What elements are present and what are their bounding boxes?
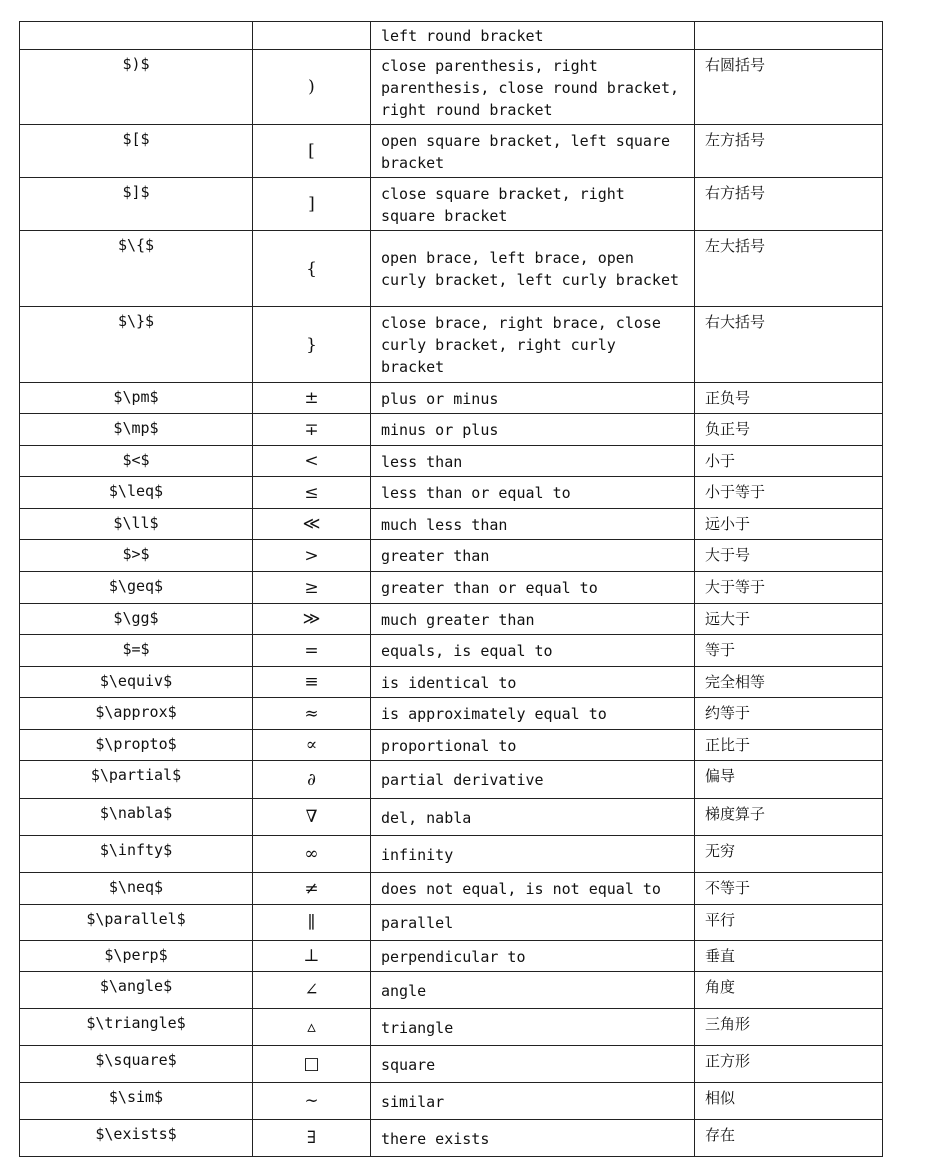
symbol-glyph-cell: ] [253,178,371,231]
chinese-name-cell: 大于等于 [695,572,883,604]
latex-command-cell: $\infty$ [20,836,253,873]
english-description-cell: left round bracket [371,22,695,50]
table-row [20,635,883,667]
symbol-glyph-cell: ▵ [253,1009,371,1046]
english-description-cell: open square bracket, left square bracket [371,125,695,178]
chinese-name-cell: 等于 [695,635,883,667]
symbol-glyph-cell: > [253,540,371,572]
table-row [20,761,883,799]
latex-command-cell: $\approx$ [20,698,253,730]
chinese-name-cell [695,22,883,50]
english-description-cell: similar [371,1083,695,1120]
symbol-glyph-cell: ∝ [253,730,371,761]
table-row [20,905,883,941]
symbol-glyph-cell: ± [253,383,371,414]
symbol-glyph-cell: < [253,446,371,477]
english-description-cell: there exists [371,1120,695,1157]
latex-command-cell: $\perp$ [20,941,253,972]
chinese-name-cell: 三角形 [695,1009,883,1046]
latex-command-cell: $\gg$ [20,604,253,635]
latex-command-cell: $\equiv$ [20,667,253,698]
latex-command-cell: $]$ [20,178,253,231]
latex-command-cell: $<$ [20,446,253,477]
english-description-cell: much less than [371,509,695,540]
latex-command-cell: $\mp$ [20,414,253,446]
chinese-name-cell: 小于 [695,446,883,477]
table-row [20,604,883,635]
symbol-glyph-cell: ∠ [253,972,371,1009]
latex-command-cell: $\square$ [20,1046,253,1083]
english-description-cell: less than [371,446,695,477]
table-row [20,540,883,572]
english-description-cell: minus or plus [371,414,695,446]
table-row [20,509,883,540]
latex-command-cell: $\angle$ [20,972,253,1009]
table-row [20,941,883,972]
table-row [20,178,883,231]
latex-command-cell: $\exists$ [20,1120,253,1157]
symbol-glyph-cell [253,22,371,50]
english-description-cell: does not equal, is not equal to [371,873,695,905]
chinese-name-cell: 左大括号 [695,231,883,307]
symbol-glyph-cell: ∓ [253,414,371,446]
latex-command-cell: $\nabla$ [20,799,253,836]
latex-command-cell: $)$ [20,50,253,125]
chinese-name-cell: 约等于 [695,698,883,730]
table-row [20,1083,883,1120]
table-row [20,50,883,125]
table-row [20,972,883,1009]
chinese-name-cell: 左方括号 [695,125,883,178]
symbol-glyph-cell: ∇ [253,799,371,836]
english-description-cell: close parenthesis, right parenthesis, close round bracket, right round bracket [371,50,695,125]
chinese-name-cell: 平行 [695,905,883,941]
chinese-name-cell: 垂直 [695,941,883,972]
latex-command-cell: $\sim$ [20,1083,253,1120]
symbol-glyph-cell: [ [253,125,371,178]
symbol-glyph-cell: ≈ [253,698,371,730]
symbol-glyph-cell: ∥ [253,905,371,941]
symbol-glyph-cell: ∞ [253,836,371,873]
chinese-name-cell: 正负号 [695,383,883,414]
latex-command-cell: $\triangle$ [20,1009,253,1046]
symbol-glyph-cell: □ [253,1046,371,1083]
table-row [20,1009,883,1046]
chinese-name-cell: 正比于 [695,730,883,761]
symbol-glyph-cell: ≪ [253,509,371,540]
table-row [20,667,883,698]
table-row [20,730,883,761]
symbol-glyph-cell: { [253,231,371,307]
table-row [20,446,883,477]
english-description-cell: is approximately equal to [371,698,695,730]
table-row [20,22,883,50]
symbol-glyph-cell: ≠ [253,873,371,905]
latex-command-cell: $\parallel$ [20,905,253,941]
table-row [20,307,883,383]
symbol-glyph-cell: } [253,307,371,383]
latex-command-cell: $\ll$ [20,509,253,540]
table-row [20,383,883,414]
english-description-cell: greater than [371,540,695,572]
symbol-glyph-cell: ≥ [253,572,371,604]
table-row [20,477,883,509]
english-description-cell: partial derivative [371,761,695,799]
latex-command-cell [20,22,253,50]
latex-command-cell: $[$ [20,125,253,178]
english-description-cell: close square bracket, right square bracket [371,178,695,231]
english-description-cell: angle [371,972,695,1009]
latex-command-cell: $=$ [20,635,253,667]
chinese-name-cell: 角度 [695,972,883,1009]
table-row [20,836,883,873]
table-row [20,1120,883,1157]
latex-command-cell: $\pm$ [20,383,253,414]
symbol-table [19,21,883,1157]
chinese-name-cell: 不等于 [695,873,883,905]
symbol-glyph-cell: ⊥ [253,941,371,972]
latex-command-cell: $\partial$ [20,761,253,799]
symbol-glyph-cell: ≤ [253,477,371,509]
english-description-cell: proportional to [371,730,695,761]
chinese-name-cell: 偏导 [695,761,883,799]
english-description-cell: close brace, right brace, close curly bracket, right curly bracket [371,307,695,383]
latex-command-cell: $\neq$ [20,873,253,905]
table-row [20,698,883,730]
english-description-cell: triangle [371,1009,695,1046]
symbol-glyph-cell: ∃ [253,1120,371,1157]
english-description-cell: equals, is equal to [371,635,695,667]
table-row [20,231,883,307]
symbol-glyph-cell: ≫ [253,604,371,635]
chinese-name-cell: 梯度算子 [695,799,883,836]
table-row [20,873,883,905]
english-description-cell: less than or equal to [371,477,695,509]
chinese-name-cell: 负正号 [695,414,883,446]
english-description-cell: plus or minus [371,383,695,414]
chinese-name-cell: 右方括号 [695,178,883,231]
chinese-name-cell: 正方形 [695,1046,883,1083]
symbol-table-body [20,22,883,1157]
table-row [20,572,883,604]
english-description-cell: greater than or equal to [371,572,695,604]
symbol-glyph-cell: ≡ [253,667,371,698]
symbol-glyph-cell: ∂ [253,761,371,799]
english-description-cell: del, nabla [371,799,695,836]
chinese-name-cell: 完全相等 [695,667,883,698]
chinese-name-cell: 远小于 [695,509,883,540]
latex-command-cell: $\}$ [20,307,253,383]
latex-command-cell: $>$ [20,540,253,572]
chinese-name-cell: 相似 [695,1083,883,1120]
latex-command-cell: $\{$ [20,231,253,307]
chinese-name-cell: 大于号 [695,540,883,572]
table-row [20,799,883,836]
english-description-cell: parallel [371,905,695,941]
symbol-glyph-cell: ) [253,50,371,125]
latex-command-cell: $\leq$ [20,477,253,509]
latex-command-cell: $\propto$ [20,730,253,761]
symbol-glyph-cell: = [253,635,371,667]
chinese-name-cell: 小于等于 [695,477,883,509]
symbol-glyph-cell: ∼ [253,1083,371,1120]
english-description-cell: perpendicular to [371,941,695,972]
chinese-name-cell: 无穷 [695,836,883,873]
table-row [20,125,883,178]
chinese-name-cell: 右圆括号 [695,50,883,125]
chinese-name-cell: 右大括号 [695,307,883,383]
table-row [20,1046,883,1083]
english-description-cell: is identical to [371,667,695,698]
chinese-name-cell: 远大于 [695,604,883,635]
english-description-cell: open brace, left brace, open curly bracket, left curly bracket [371,231,695,307]
english-description-cell: much greater than [371,604,695,635]
english-description-cell: square [371,1046,695,1083]
chinese-name-cell: 存在 [695,1120,883,1157]
table-row [20,414,883,446]
latex-command-cell: $\geq$ [20,572,253,604]
english-description-cell: infinity [371,836,695,873]
